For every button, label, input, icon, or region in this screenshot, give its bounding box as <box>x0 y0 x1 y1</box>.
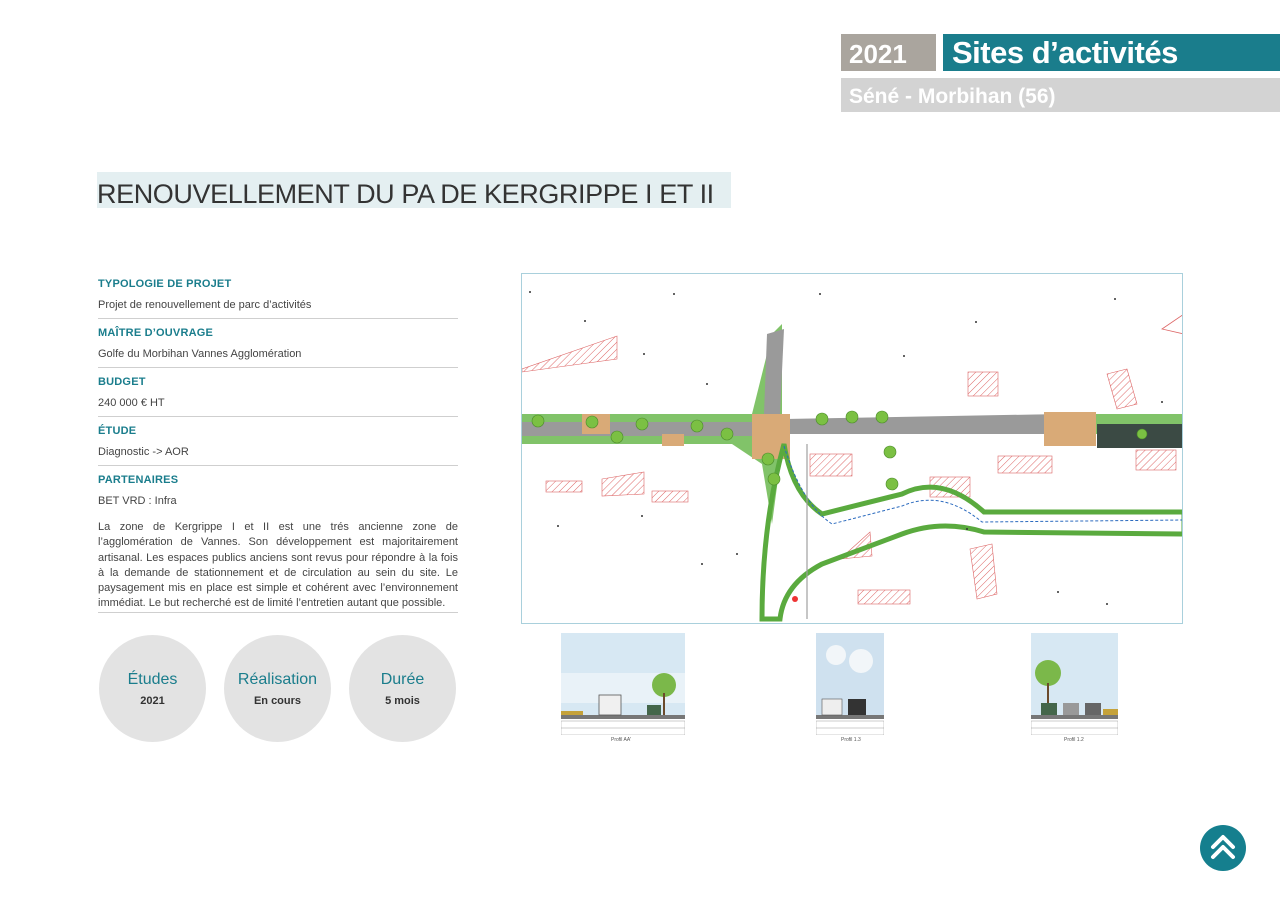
profile-1-2-drawing <box>1031 633 1118 735</box>
profile-1-3-image <box>816 633 884 745</box>
info-label: PARTENAIRES <box>98 474 179 486</box>
info-value: BET VRD : Infra <box>98 495 177 507</box>
info-label: TYPOLOGIE DE PROJET <box>98 278 232 290</box>
info-value: Diagnostic -> AOR <box>98 446 189 458</box>
stat-value: 5 mois <box>385 695 420 707</box>
info-study <box>98 417 458 466</box>
site-plan-image <box>521 273 1183 624</box>
profile-aa-image <box>561 633 685 745</box>
profile-caption: Profil 1.2 <box>1064 737 1084 743</box>
stat-realisation <box>224 635 331 742</box>
stat-duration <box>349 635 456 742</box>
info-value: 240 000 € HT <box>98 397 165 409</box>
profile-1-2-image <box>1031 633 1118 745</box>
info-typology <box>98 270 458 319</box>
page-title: RENOUVELLEMENT DU PA DE KERGRIPPE I ET II <box>97 172 731 208</box>
header-year: 2021 <box>841 34 936 71</box>
info-label: BUDGET <box>98 376 146 388</box>
double-chevron-up-icon <box>1200 825 1246 871</box>
stat-label: Études <box>127 671 178 688</box>
header-category: Sites d’activités <box>943 34 1280 71</box>
profile-caption: Profil 1.3 <box>841 737 861 743</box>
info-budget <box>98 368 458 417</box>
stat-label: Réalisation <box>237 671 318 688</box>
info-partners <box>98 466 458 515</box>
project-info <box>98 270 458 515</box>
stat-studies <box>99 635 206 742</box>
header-location: Séné - Morbihan (56) <box>841 78 1280 112</box>
stat-value: 2021 <box>140 695 165 707</box>
stat-value: En cours <box>253 695 302 707</box>
chevron-logo-drawing <box>1200 825 1246 871</box>
info-value: Projet de renouvellement de parc d’activités <box>98 299 312 311</box>
info-value: Golfe du Morbihan Vannes Agglomération <box>98 348 302 360</box>
profile-caption: Profil AA' <box>611 737 632 743</box>
profile-1-3-drawing <box>816 633 884 735</box>
site-plan-drawing <box>522 274 1183 624</box>
info-owner <box>98 319 458 368</box>
stat-label: Durée <box>380 671 425 688</box>
info-label: ÉTUDE <box>98 425 137 437</box>
profile-aa-drawing <box>561 633 685 735</box>
info-label: MAÎTRE D’OUVRAGE <box>98 327 214 339</box>
project-description: La zone de Kergrippe I et II est une trés ancienne zone de l’agglomération de Vannes. Son développement est majoritairement artisanal. Les espaces publics anciens sont revus pour répondre à la fois à la demande de stationnement et de circulation au sein du site. Le paysagement mis en place est simple et cohérent avec l’environnement immédiat. Le but recherché est de limité l’entretien autant que possible. <box>98 520 458 613</box>
